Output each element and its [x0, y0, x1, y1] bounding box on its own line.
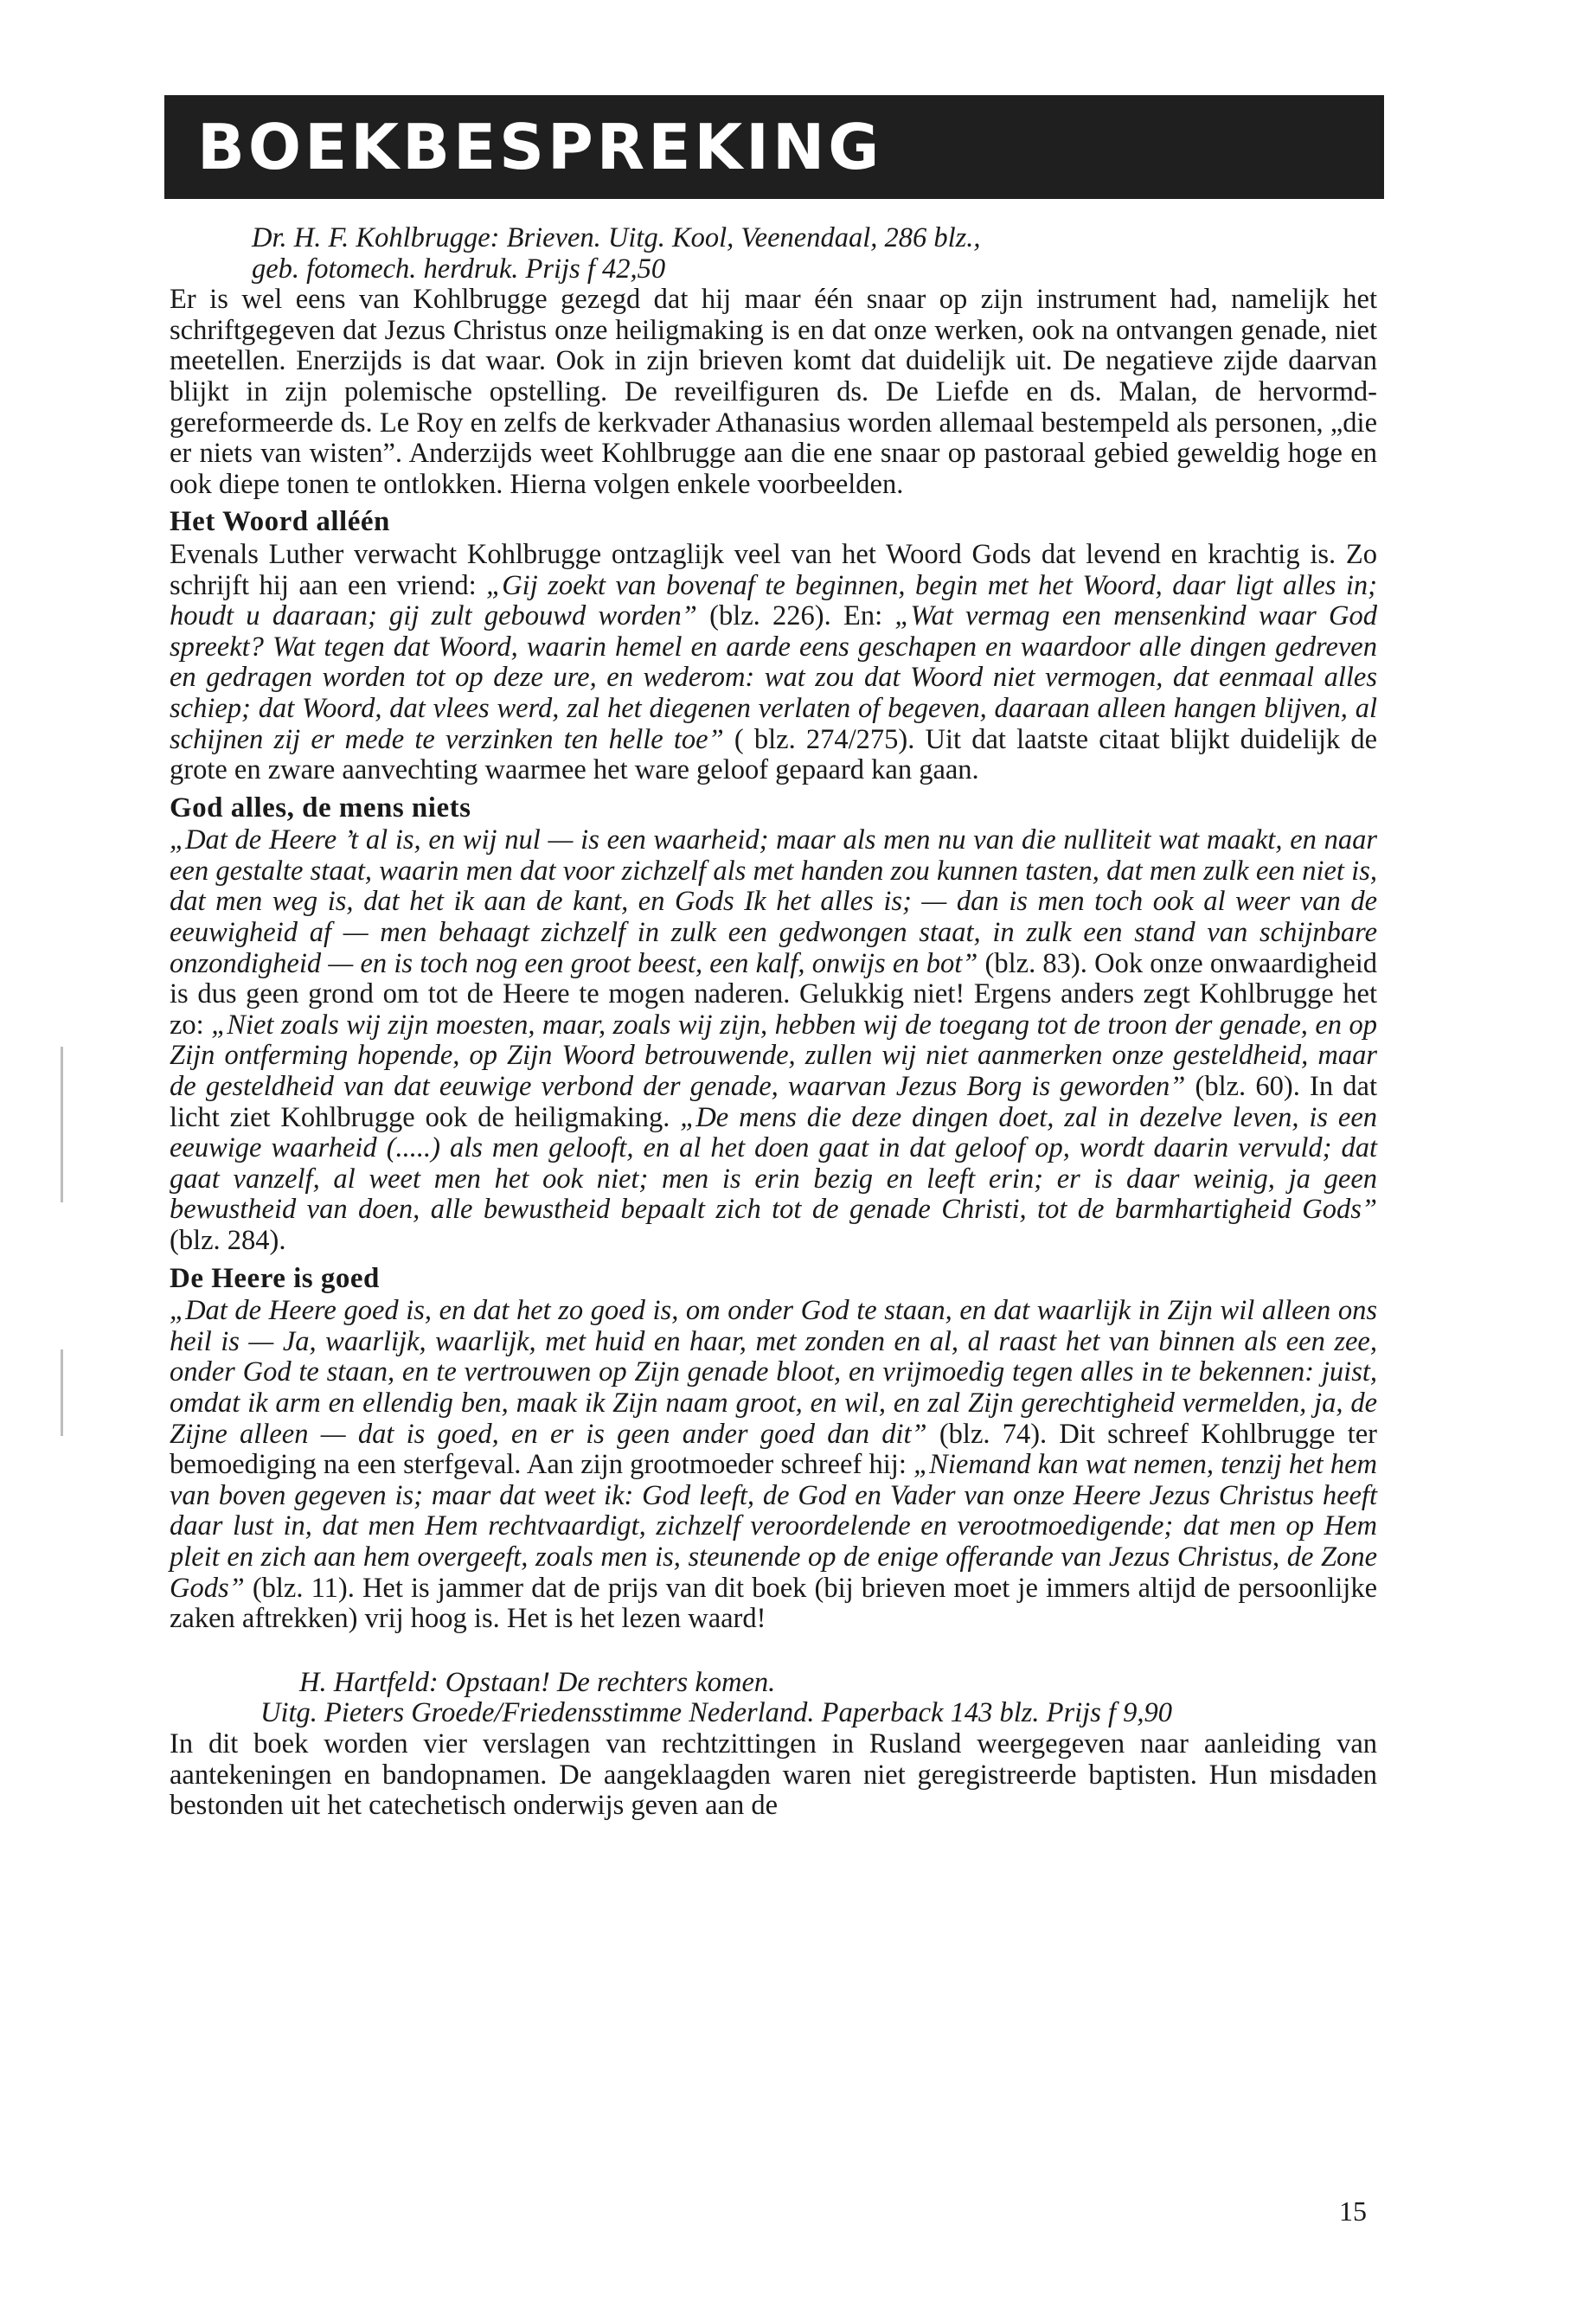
quote: „Dat de Heere ’t al is, en wij nul — is een waarheid; maar als men nu van die nulliteit wat maakt, en naar een gestalte staat, waarin men dat voor zichzelf als met handen zou kunnen tasten, dat men zulk een niet is, dat men weg is, dat het ik aan de kant, en Gods Ik het alles is; — dan is men toch ook al weer van de eeuwigheid af — men behaagt zichzelf in zulk een gedwongen staat, in zulk een stand van schijnbare onzondigheid — en is toch nog een groot beest, een kalf, onwijs en bot”: [170, 824, 1377, 979]
paragraph: Evenals Luther verwacht Kohlbrugge ontzaglijk veel van het Woord Gods dat levend en krachtig is. Zo schrijft hij aan een vriend: „Gij zoekt van bovenaf te beginnen, begin met het Woord, daar ligt alles in; houdt u daaraan; gij zult gebouwd worden” (blz. 226). En: „Wat vermag een mensenkind waar God spreekt? Wat tegen dat Woord, waarin hemel en aarde eens geschapen en waardoor alle dingen gedreven en gedragen worden tot op deze ure, en wederom: wat zou dat Woord niet vermogen, dat eenmaal alles schiep; dat Woord, dat vlees werd, zal het diegenen verlaten of begeven, daaraan alleen hangen blijven, al schijnen zij er mede te verzinken ten helle toe” ( blz. 274/275). Uit dat laatste citaat blijkt duidelijk de grote en zware aanvechting waarmee het ware geloof gepaard kan gaan.: [170, 538, 1378, 786]
quote: „Niet zoals wij zijn moesten, maar, zoals wij zijn, hebben wij de toegang tot de troon der genade, en op Zijn ontferming hopende, op Zijn Woord betrouwende, zullen wij niet aanmerken onze gesteldheid, maar de gesteldheid van dat eeuwige verbond der genade, waarvan Jezus Borg is geworden”: [170, 1009, 1377, 1103]
section-title: BOEKBESPREKING: [197, 111, 883, 183]
citation-line: H. Hartfeld: Opstaan! De rechters komen.: [299, 1666, 776, 1698]
book-citation: [170, 1668, 1377, 1729]
section-banner: [164, 95, 1384, 199]
quote: „Niemand kan wat nemen, tenzij het hem van boven gegeven is; maar dat weet ik: God leeft, de God en Vader van onze Heere Jezus Christus heeft daar lust in, dat men Hem rechtvaardigt, zichzelf veroordelende en verootmoedigende; dat men op Hem pleit en zich aan hem overgeeft, zoals men is, steunende op de enige offerande van Jezus Christus, de Zone Gods”: [170, 1449, 1377, 1604]
margin-mark: [61, 1349, 63, 1436]
margin-mark: [61, 1047, 63, 1202]
article-body: [170, 223, 1377, 1822]
section-heading: God alles, de mens niets: [170, 792, 471, 824]
paragraph: „Dat de Heere goed is, en dat het zo goed is, om onder God te staan, en dat waarlijk in Zijn wil alleen ons heil is — Ja, waarlijk, waarlijk, met huid en haar, met zonden en al, al raast het van binnen als een zee, onder God te staan, en te vertrouwen op Zijn genade bloot, en vrijmoedig tegen alles in te bekennen: juist, omdat ik arm en ellendig ben, maak ik Zijn naam groot, en wil, en zal Zijn gerechtigheid vermelden, ja, de Zijne alleen — dat is goed, en er is geen ander goed dan dit” (blz. 74). Dit schreef Kohlbrugge ter bemoediging na een sterfgeval. Aan zijn grootmoeder schreef hij: „Niemand kan wat nemen, tenzij het hem van boven gegeven is; maar dat weet ik: God leeft, de God en Vader van onze Heere Jezus Christus heeft daar lust in, dat men Hem rechtvaardigt, zichzelf veroordelende en verootmoedigende; dat men op Hem pleit en zich aan hem overgeeft, zoals men is, steunende op de enige offerande van Jezus Christus, de Zone Gods” (blz. 11). Het is jammer dat de prijs van dit boek (bij brieven moet je immers altijd de persoonlijke zaken aftrekken) vrij hoog is. Het is het lezen waard!: [170, 1295, 1377, 1635]
book-citation: [170, 223, 1377, 285]
page-number: 15: [1339, 2195, 1367, 2227]
quote: „Wat vermag een mensenkind waar God spreekt? Wat tegen dat Woord, waarin hemel en aarde eens geschapen en waardoor alle dingen gedreven en gedragen worden tot op deze ure, en wederom: wat zou dat Woord niet vermogen, dat eenmaal alles schiep; dat Woord, dat vlees werd, zal het diegenen verlaten of begeven, daaraan alleen hangen blijven, al schijnen zij er mede te verzinken ten helle toe”: [170, 600, 1377, 755]
section-heading: Het Woord alléén: [170, 506, 390, 538]
paragraph: „Dat de Heere ’t al is, en wij nul — is een waarheid; maar als men nu van die nulliteit wat maakt, en naar een gestalte staat, waarin men dat voor zichzelf als met handen zou kunnen tasten, dat men zulk een niet is, dat men weg is, dat het ik aan de kant, en Gods Ik het alles is; — dan is men toch ook al weer van de eeuwigheid af — men behaagt zichzelf in zulk een gedwongen staat, in zulk een stand van schijnbare onzondigheid — en is toch nog een groot beest, een kalf, onwijs en bot” (blz. 83). Ook onze onwaardigheid is dus geen grond om tot de Heere te mogen naderen. Gelukkig niet! Ergens anders zegt Kohlbrugge het zo: „Niet zoals wij zijn moesten, maar, zoals wij zijn, hebben wij de toegang tot de troon der genade, en op Zijn ontferming hopende, op Zijn Woord betrouwende, zullen wij niet aanmerken onze gesteldheid, maar de gesteldheid van dat eeuwige verbond der genade, waarvan Jezus Borg is geworden” (blz. 60). In dat licht ziet Kohlbrugge ook de heiligmaking. „De mens die deze dingen doet, zal in dezelve leven, is een eeuwige waarheid (.....) als men gelooft, en al het doen gaat in dat geloof op, wordt daarin vervuld; dat gaat vanzelf, al weet men het ook niet; men is erin bezig en leeft erin; er is daar weinig, ja geen bewustheid van doen, alle bewustheid bepaalt zich tot de genade Christi, tot de barmhartigheid Gods” (blz. 284).: [170, 824, 1378, 1256]
citation-line: Dr. H. F. Kohlbrugge: Brieven. Uitg. Kool, Veenendaal, 286 blz.,: [252, 222, 981, 253]
paragraph: Er is wel eens van Kohlbrugge gezegd dat hij maar één snaar op zijn instrument had, namelijk het schriftgegeven dat Jezus Christus onze heiligmaking is en dat onze werken, ook na ontvangen genade, niet meetellen. Enerzijds is dat waar. Ook in zijn brieven komt dat duidelijk uit. De negatieve zijde daarvan blijkt in zijn polemische opstelling. De reveilfiguren ds. De Liefde en ds. Malan, de hervormd-gereformeerde ds. Le Roy en zelfs de kerkvader Athanasius worden allemaal bestempeld als personen, „die er niets van wisten”. Anderzijds weet Kohlbrugge aan die ene snaar op pastoraal gebied geweldig hoge en ook diepe tonen te ontlokken. Hierna volgen enkele voorbeelden.: [170, 284, 1377, 500]
citation-line: geb. fotomech. herdruk. Prijs f 42,50: [252, 253, 666, 285]
quote: „Gij zoekt van bovenaf te beginnen, begin met het Woord, daar ligt alles in; houdt u daaraan; gij zult gebouwd worden”: [170, 569, 1378, 632]
section-heading: De Heere is goed: [170, 1262, 380, 1294]
quote: „De mens die deze dingen doet, zal in dezelve leven, is een eeuwige waarheid (.....) als men gelooft, en al het doen gaat in dat geloof op, wordt daarin vervuld; dat gaat vanzelf, al weet men het ook niet; men is erin bezig en leeft erin; er is daar weinig, ja geen bewustheid van doen, alle bewustheid bepaalt zich tot de genade Christi, tot de barmhartigheid Gods”: [170, 1101, 1378, 1226]
quote: „Dat de Heere goed is, en dat het zo goed is, om onder God te staan, en dat waarlijk in Zijn wil alleen ons heil is — Ja, waarlijk, waarlijk, met huid en haar, met zonden en al, al raast het van binnen als een zee, onder God te staan, en te vertrouwen op Zijn genade bloot, en vrijmoedig tegen alles in te bekennen: juist, omdat ik arm en ellendig ben, maak ik Zijn naam groot, en wil, en zal Zijn gerechtigheid vermelden, ja, de Zijne alleen — dat is goed, en er is geen ander goed dan dit”: [170, 1295, 1377, 1450]
paragraph: In dit boek worden vier verslagen van rechtzittingen in Rusland weergegeven naar aanleiding van aantekeningen en bandopnamen. De aangeklaagden waren niet geregistreerde baptisten. Hun misdaden bestonden uit het catechetisch onderwijs geven aan de: [170, 1727, 1377, 1822]
citation-line: Uitg. Pieters Groede/Friedensstimme Nederland. Paperback 143 blz. Prijs f 9,90: [260, 1697, 1172, 1729]
